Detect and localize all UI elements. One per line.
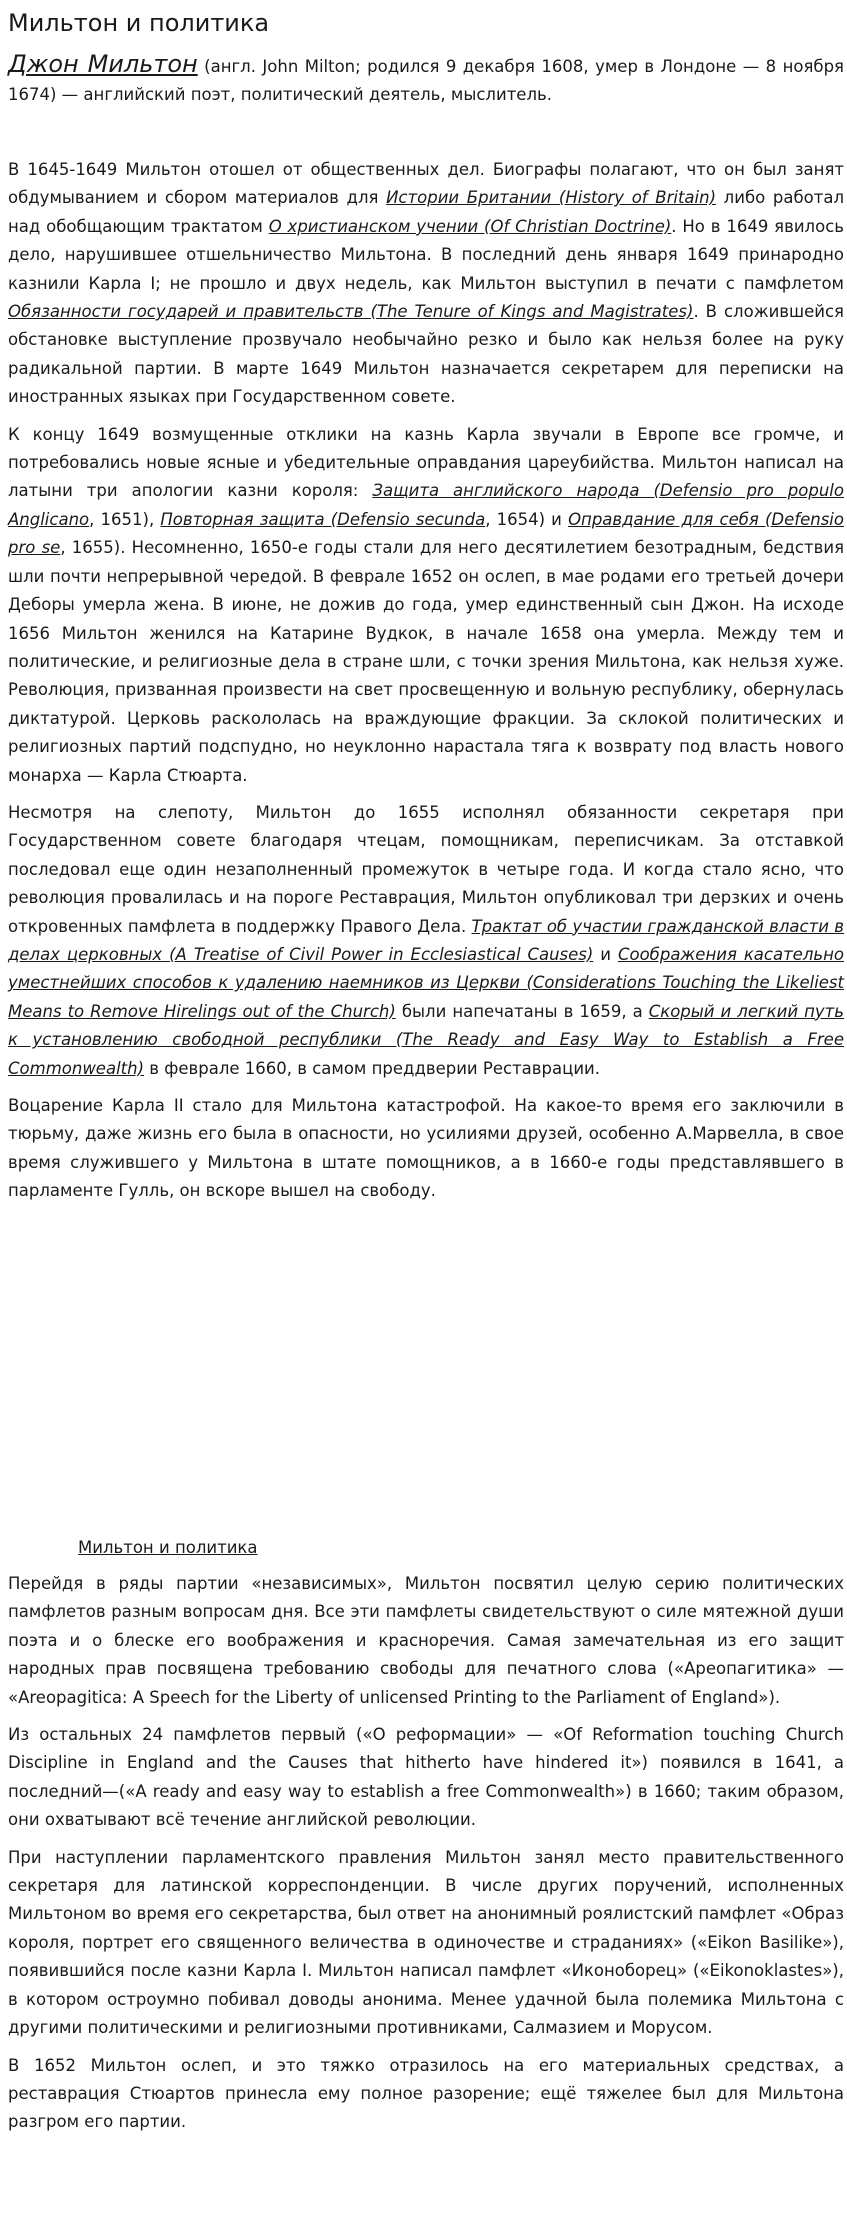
- paragraph-secretary: При наступлении парламентского правления Мильтон занял место правительственного секретаря для латинской корреспонденции. В числе других поручений, исполненных Мильтоном во время его секретарства, был ответ на анонимный роялистский памфлет «Образ короля, портрет его священного величества в одиночестве и страданиях» («Eikon Basilike»), появившийся после казни Карла I. Мильтон написал памфлет «Иконоборец» («Eikonoklastes»), в котором остроумно побивал доводы анонима. Менее удачной была полемика Мильтона с другими политическими и религиозными противниками, Салмазием и Морусом.: [8, 1847, 844, 2038]
- section-politics: [8, 156, 844, 1215]
- paragraph-text: , 1651),: [89, 509, 161, 529]
- work-title-link[interactable]: Обязанности государей и правительств (The Tenure of Kings and Magistrates): [8, 302, 694, 322]
- work-title-link[interactable]: Повторная защита (Defensio secunda: [160, 509, 486, 529]
- paragraph-text: были напечатаны в 1659, а: [395, 1001, 649, 1021]
- work-title-link[interactable]: Истории Британии (History of Britain): [386, 188, 717, 208]
- paragraph-1645-1649: [8, 156, 844, 412]
- work-title-link[interactable]: Трактат об участии гражданской власти в делах церковных (A Treatise of Civil Power in Ecclesiastical Causes): [8, 916, 844, 964]
- section-politics-2: [8, 1570, 844, 2146]
- paragraph-text: Воцарение Карла II стало для Мильтона катастрофой. На какое-то время его заключили в тюрьму, даже жизнь его была в опасности, но усилиями друзей, особенно А.Марвелла, в свое время служившего у Мильтона в штате помощников, а в 1660-е годы представлявшего в парламенте Гулль, он вскоре вышел на свободу.: [8, 1096, 844, 1201]
- page-title: Мильтон и политика: [8, 9, 270, 37]
- paragraph-restoration: [8, 1092, 844, 1206]
- paragraph-text: либо работал над обобщающим трактатом: [8, 188, 844, 236]
- paragraph-areopagitica: Перейдя в ряды партии «независимых», Мильтон посвятил целую серию политических памфлетов разным вопросам дня. Все эти памфлеты свидетельствуют о силе мятежной души поэта и о блеске его воображения и красноречия. Самая замечательная из его защит народных прав посвящена требованию свободы для печатного слова («Ареопагитика» — «Areopagitica: A Speech for the Liberty of unlicensed Printing to the Parliament of England»).: [8, 1574, 844, 1707]
- paragraph-text: Несмотря на слепоту, Мильтон до 1655 исполнял обязанности секретаря при Государственном совете благодаря чтецам, помощникам, переписчикам. За отставкой последовал еще один незаполненный промежуток в четыре года. И когда стало ясно, что революция провалилась и на пороге Реставрация, Мильтон опубликовал три дерзких и очень откровенных памфлета в поддержку Правого Дела.: [8, 802, 844, 936]
- author-name[interactable]: Джон Мильтон: [8, 50, 198, 78]
- paragraph-pamphlets-count: Из остальных 24 памфлетов первый («О реформации» — «Of Reformation touching Church Discipline in England and the Causes that hitherto have hindered it») появился в 1641, а последний—(«A ready and easy way to establish a free Commonwealth») в 1660; таким образом, они охватывают всё течение английской революции.: [8, 1725, 844, 1830]
- paragraph-text: , 1654) и: [485, 509, 569, 529]
- paragraph-text: и: [593, 944, 618, 964]
- paragraph-text: . В сложившейся обстановке выступление прозвучало необычайно резко и было как нельзя более на руку радикальной партии. В марте 1649 Мильтон назначается секретарем для переписки на иностранных языках при Государственном совете.: [8, 302, 844, 407]
- paragraph-text: . Но в 1649 явилось дело, нарушившее отшельничество Мильтона. В последний день января 1649 принародно казнили Карла I; не прошло и двух недель, как Мильтон выступил в печати с памфлетом: [8, 216, 844, 293]
- work-title-link[interactable]: Оправдание для себя (Defensio pro se: [8, 509, 844, 558]
- work-title-link[interactable]: О христианском учении (Of Christian Doctrine): [268, 216, 672, 236]
- work-title-link[interactable]: Скорый и легкий путь к установлению свободной республики (The Ready and Easy Way to Establish a Free Commonwealth): [8, 1001, 844, 1078]
- paragraph-text: , 1655). Несомненно, 1650-е годы стали для него десятилетием безотрадным, бедствия шли почти непрерывной чередой. В феврале 1652 он ослеп, в мае родами его третьей дочери Деборы умерла жена. В июне, не дожив до года, умер единственный сын Джон. На исходе 1656 Мильтон женился на Катарине Вудкок, в начале 1658 она умерла. Между тем и политические, и религиозные дела в стране шли, с точки зрения Мильтона, как нельзя хуже. Революция, призванная произвести на свет просвещенную и вольную республику, обернулась диктатурой. Церковь раскололась на враждующие фракции. За склокой политических и религиозных партий подспудно, но неуклонно нарастала тяга к возврату под власть нового монарха — Карла Стюарта.: [8, 538, 844, 785]
- intro-paragraph: [8, 50, 844, 109]
- paragraph-pamphlets-1659: [8, 799, 844, 1083]
- work-title-link[interactable]: Соображения касательно уместнейших способов к удалению наемников из Церкви (Considerations Touching the Likeliest Means to Remove Hirelings out of the Church): [8, 944, 844, 1021]
- section-heading: Мильтон и политика: [78, 1538, 258, 1557]
- paragraph-apologies: [8, 421, 844, 790]
- paragraph-text: К концу 1649 возмущенные отклики на казнь Карла звучали в Европе все громче, и потребовались новые ясные и убедительные оправдания цареубийства. Мильтон написал на латыни три апологии казни короля:: [8, 424, 844, 501]
- intro-text: (англ. John Milton; родился 9 декабря 1608, умер в Лондоне — 8 ноября 1674) — английский поэт, политический деятель, мыслитель.: [8, 57, 844, 104]
- work-title-link[interactable]: Защита английского народа (Defensio pro populo Anglicano: [8, 481, 844, 529]
- paragraph-blindness: В 1652 Мильтон ослеп, и это тяжко отразилось на его материальных средствах, а реставрация Стюартов принесла ему полное разорение; ещё тяжелее был для Мильтона разгром его партии.: [8, 2055, 844, 2132]
- paragraph-text: в феврале 1660, в самом преддверии Реставрации.: [144, 1058, 601, 1078]
- paragraph-text: В 1645-1649 Мильтон отошел от общественных дел. Биографы полагают, что он был занят обдумыванием и сбором материалов для: [8, 160, 844, 208]
